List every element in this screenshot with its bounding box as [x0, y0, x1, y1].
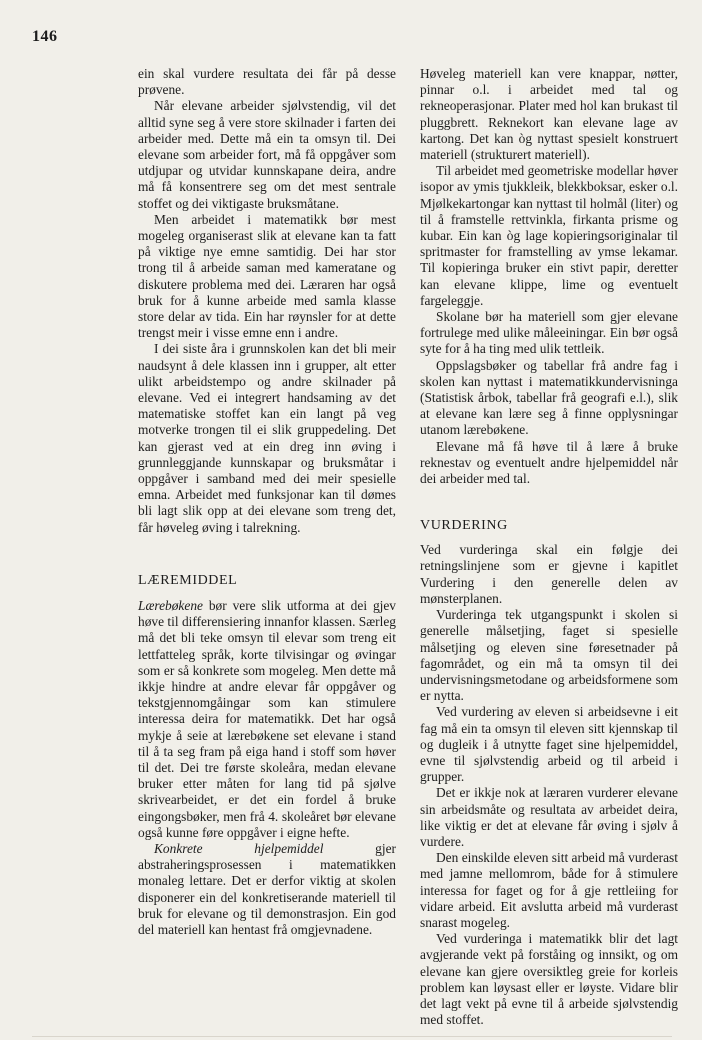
paragraph: Høveleg materiell kan vere knappar, nøtter, pinnar o.l. i arbeidet med tal og rekneoperasjonar. Plater med hol kan brukast til pluggbrett. Reknekort kan elevane lage av kartong. Det kan òg nyttast spesielt konstruert materiell (strukturert materiell).: [420, 66, 678, 163]
page-number: 146: [32, 28, 58, 45]
right-column: [420, 66, 678, 1028]
paragraph: Når elevane arbeider sjølvstendig, vil det alltid syne seg å vere store skilnader i farten dei arbeider med. Dette må ein ta omsyn til. Dei elevane som arbeider fort, må få oppgåver som utdjupar og utvidar kunnskapane deira, andre må få konsentrere seg om det mest sentrale stoffet og dei viktigaste bruksmåtane.: [138, 98, 396, 211]
paragraph: ein skal vurdere resultata dei får på desse prøvene.: [138, 66, 396, 98]
bottom-edge-rule: [32, 1036, 672, 1037]
section-heading-laeremiddel: LÆREMIDDEL: [138, 572, 238, 588]
paragraph: Ved vurderinga i matematikk blir det lagt avgjerande vekt på forståing og innsikt, og om elevane kan gjere oversiktleg greie for korleis problem kan løysast eller er løyste. Vidare blir det lagt vekt på evne til å arbeide sjølvstendig med stoffet.: [420, 931, 678, 1028]
paragraph: Den einskilde eleven sitt arbeid må vurderast med jamne mellomrom, både for å stimulere interessa for faget og for å gje rettleiing for vidare arbeid. Eit avslutta arbeid må vurderast snarast mogeleg.: [420, 850, 678, 930]
paragraph: Elevane må få høve til å lære å bruke reknestav og eventuelt andre hjelpemiddel når dei arbeider med tal.: [420, 438, 678, 487]
left-column: [138, 66, 396, 938]
paragraph: I dei siste åra i grunnskolen kan det bli meir naudsynt å dele klassen inn i grupper, alt etter ulikt arbeidstempo og andre skilnader på elevane. Ved ei integrert handsaming av det matematiske stoffet kan ein langt på veg motverke trongen til ei slik gruppedeling. Det kan gjerast ved at ein dreg inn øving i grunnleggjande kunnskapar og bruksmåtar i oppgåver i samband med dei meir spesielle emna. Arbeidet med funksjonar kan til dømes bli lagt slik opp at dei elevane som treng det, får høveleg øving i talrekning.: [138, 341, 396, 535]
section-heading-vurdering: VURDERING: [420, 518, 508, 534]
paragraph-lead: Konkrete hjelpemiddel: [154, 840, 324, 856]
paragraph-konkrete-hjelpemiddel: [138, 841, 396, 938]
paragraph-body: bør vere slik utforma at dei gjev høve til differensiering innanfor klassen. Særleg må det bli teke omsyn til elevar som treng eit lettfatteleg språk, korte tilvisingar og øvingar som er så konkrete som mogeleg. Men dette må ikkje hindre at andre elevar får oppgåver og tekstgjennomgåingar som kan stimulere interessa deira for matematikk. Det har også mykje å seie at lærebøkene set elevane i stand til å ta seg fram på eiga hand i stoff som høver til det. Dei tre første skoleåra, medan elevane bruker etter måten for lang tid på sjølve skrivearbeidet, er det ein fordel å bruke eingongsbøker, men frå 4. skoleåret bør elevane også kunne føre oppgåver i eigne hefte.: [138, 597, 396, 840]
paragraph: Ved vurdering av eleven si arbeidsevne i eit fag må ein ta omsyn til eleven sitt kjennskap til og dugleik i å utnytte faget sine hjelpemiddel, evne til sjølvstendig arbeid og til arbeid i grupper.: [420, 704, 678, 785]
paragraph-body: gjer abstraheringsprosessen i matematikken monaleg lettare. Det er derfor viktig at skolen disponerer ein del konkretiserande materiell til bruk for elevane og til demonstrasjon. Ein god del materiell kan hentast frå omgjevnadene.: [138, 840, 396, 937]
paragraph: Oppslagsbøker og tabellar frå andre fag i skolen kan nyttast i matematikkundervisninga (Statistisk årbok, tabellar frå geografi e.l.), slik at elevane kan lære seg å finne opplysningar utanom lærebøkene.: [420, 357, 678, 438]
paragraph: Skolane bør ha materiell som gjer elevane fortrulege med ulike måleeiningar. Ein bør også syte for å ha ting med ulik tettleik.: [420, 309, 678, 357]
paragraph-lead: Lærebøkene: [138, 597, 203, 613]
paragraph: Ved vurderinga skal ein følgje dei retningslinjene som er gjevne i kapitlet Vurdering i den generelle delen av mønsterplanen.: [420, 542, 678, 606]
paragraph: Til arbeidet med geometriske modellar høver isopor av ymis tjukkleik, blekkboksar, esker o.l. Mjølkekartongar kan nyttast til holmål (liter) og til å framstelle rettvinkla, firkanta prisme og kubar. Ein kan òg lage kopieringsoriginalar til spritmaster for framstelling av ymse lekamar. Til kopieringa bruker ein stivt papir, deretter kan elevane klippe, lime og eventuelt fargeleggje.: [420, 163, 678, 308]
paragraph: Vurderinga tek utgangspunkt i skolen si generelle målsetjing, faget si spesielle målsetjing og eleven sine føresetnader på fagområdet, og ein må ta omsyn til dei undervisningsmetodane og arbeidsformene som er nytta.: [420, 607, 678, 704]
paragraph-laerebokene: [138, 598, 396, 841]
paragraph: Men arbeidet i matematikk bør mest mogeleg organiserast slik at elevane kan ta fatt på viktige nye emne samtidig. Dei har stor trong til å arbeide saman med kameratane og diskutere problema med dei. Læraren har også bruk for å kunne arbeide med samla klasse store delar av tida. Ein har røynsler for at dette trengst meir i visse emne enn i andre.: [138, 211, 396, 341]
paragraph: Det er ikkje nok at læraren vurderer elevane sin arbeidsmåte og resultata av arbeidet deira, like viktig er det at elevane får øving i sjølv å vurdere.: [420, 785, 678, 849]
